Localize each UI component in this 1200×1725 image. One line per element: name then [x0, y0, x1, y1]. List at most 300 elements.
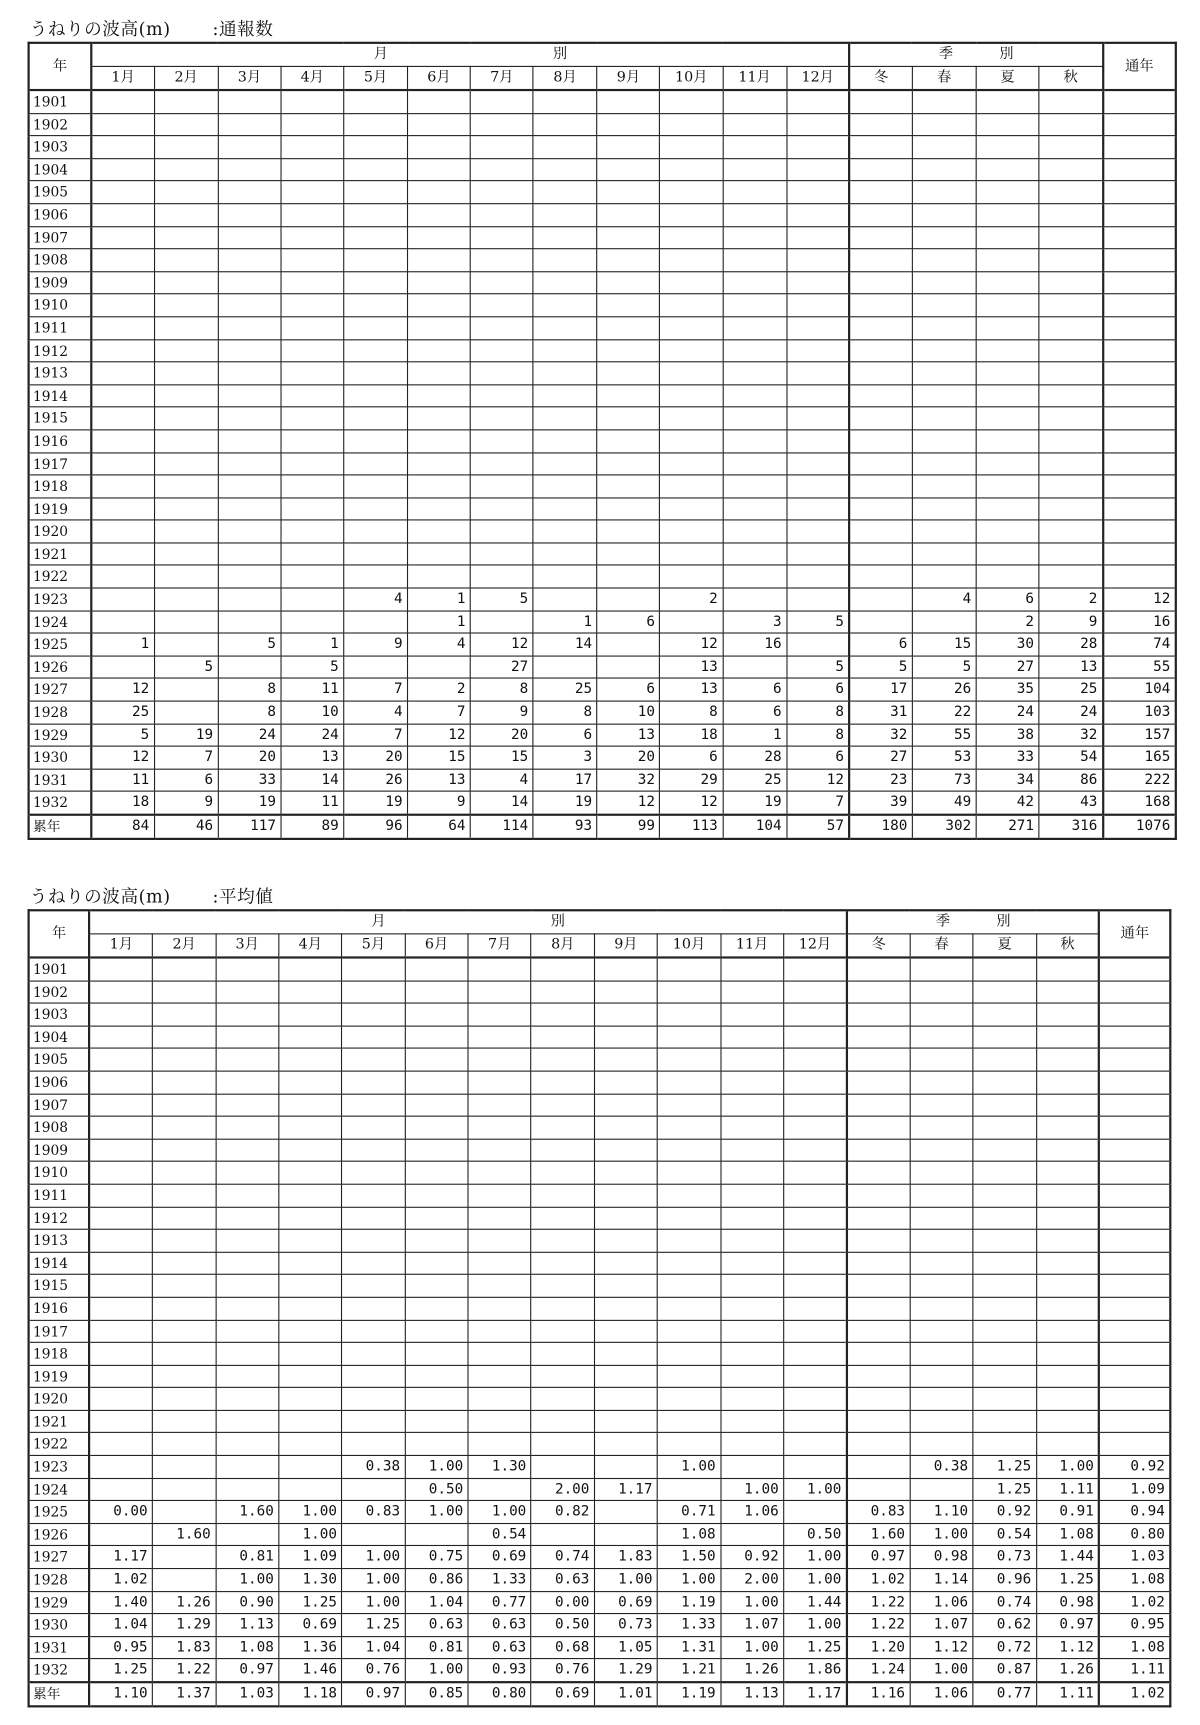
value-cell: 19	[533, 792, 597, 815]
value-cell	[1103, 407, 1176, 430]
value-cell	[533, 271, 597, 294]
value-cell: 1.02	[89, 1569, 152, 1592]
value-cell	[408, 362, 471, 385]
value-cell	[216, 1116, 279, 1139]
value-cell	[721, 1342, 784, 1365]
value-cell	[849, 565, 912, 588]
value-cell: 4	[408, 633, 471, 656]
value-cell	[153, 1229, 216, 1252]
value-cell	[787, 271, 850, 294]
value-cell: 4	[344, 701, 408, 724]
year-cell: 1923	[29, 1456, 90, 1479]
header-row-groups	[29, 43, 1176, 67]
value-cell	[533, 565, 597, 588]
value-cell	[218, 430, 281, 453]
value-cell: 1.00	[657, 1569, 720, 1592]
month-header-2: 2月	[154, 66, 218, 90]
value-cell	[910, 981, 973, 1004]
value-cell	[153, 1003, 216, 1026]
value-cell	[1039, 136, 1103, 159]
year-cell: 1922	[29, 565, 92, 588]
value-cell	[405, 981, 468, 1004]
value-cell	[1103, 249, 1176, 272]
value-cell: 12	[408, 724, 471, 747]
table-row	[29, 362, 1176, 385]
value-cell	[470, 498, 533, 521]
table-row	[29, 475, 1176, 498]
value-cell	[279, 1456, 342, 1479]
value-cell	[1039, 90, 1103, 113]
value-cell	[91, 181, 154, 204]
value-cell	[344, 204, 408, 227]
value-cell	[154, 588, 218, 611]
value-cell: 1.12	[910, 1636, 973, 1659]
value-cell	[89, 1071, 152, 1094]
table-row	[29, 565, 1176, 588]
year-cell: 1926	[29, 1523, 90, 1546]
value-cell	[597, 520, 660, 543]
year-cell: 1929	[29, 724, 92, 747]
value-cell: 2	[1039, 588, 1103, 611]
table-row	[29, 957, 1171, 980]
value-cell	[597, 565, 660, 588]
value-cell	[847, 957, 910, 980]
year-cell: 1917	[29, 452, 92, 475]
monthly-group-header	[89, 910, 846, 934]
value-cell	[408, 113, 471, 136]
value-cell	[216, 957, 279, 980]
value-cell	[660, 136, 723, 159]
total-value-cell: 104	[723, 815, 787, 839]
value-cell	[1103, 294, 1176, 317]
value-cell	[342, 981, 405, 1004]
value-cell	[976, 430, 1039, 453]
value-cell: 1.08	[1099, 1636, 1170, 1659]
value-cell	[721, 1252, 784, 1275]
year-cell: 1918	[29, 1342, 90, 1365]
value-cell	[787, 407, 850, 430]
table1-subtitle: :通報数	[212, 18, 274, 40]
value-cell	[1099, 1116, 1170, 1139]
value-cell	[657, 1139, 720, 1162]
value-cell: 30	[976, 633, 1039, 656]
value-cell	[468, 1139, 531, 1162]
value-cell	[531, 1523, 594, 1546]
year-cell: 1924	[29, 611, 92, 634]
value-cell	[1103, 136, 1176, 159]
value-cell	[721, 1162, 784, 1185]
year-cell: 1911	[29, 1184, 90, 1207]
value-cell	[723, 656, 787, 679]
value-cell	[89, 1048, 152, 1071]
value-cell	[784, 1003, 847, 1026]
value-cell	[281, 520, 344, 543]
value-cell	[976, 90, 1039, 113]
value-cell	[91, 588, 154, 611]
value-cell	[594, 1501, 657, 1524]
value-cell: 103	[1103, 701, 1176, 724]
value-cell	[723, 498, 787, 521]
value-cell: 39	[849, 792, 912, 815]
value-cell	[153, 1297, 216, 1320]
value-cell	[660, 249, 723, 272]
value-cell	[468, 1184, 531, 1207]
value-cell	[216, 1523, 279, 1546]
value-cell	[1036, 1048, 1099, 1071]
value-cell	[849, 543, 912, 566]
value-cell: 2	[976, 611, 1039, 634]
value-cell: 6	[787, 679, 850, 702]
value-cell	[910, 1071, 973, 1094]
value-cell	[342, 1342, 405, 1365]
value-cell: 9	[154, 792, 218, 815]
value-cell	[342, 957, 405, 980]
value-cell	[153, 1207, 216, 1230]
value-cell	[657, 1433, 720, 1456]
value-cell: 1.40	[89, 1591, 152, 1614]
value-cell	[468, 1229, 531, 1252]
value-cell	[218, 271, 281, 294]
value-cell: 34	[976, 769, 1039, 792]
value-cell: 1.17	[594, 1478, 657, 1501]
value-cell	[154, 136, 218, 159]
value-cell	[849, 407, 912, 430]
value-cell	[723, 181, 787, 204]
value-cell	[218, 656, 281, 679]
value-cell: 2.00	[531, 1478, 594, 1501]
value-cell	[721, 957, 784, 980]
value-cell	[1036, 1229, 1099, 1252]
value-cell	[973, 1207, 1036, 1230]
value-cell	[660, 520, 723, 543]
value-cell	[91, 656, 154, 679]
value-cell	[279, 957, 342, 980]
value-cell: 35	[976, 679, 1039, 702]
value-cell	[723, 136, 787, 159]
value-cell	[849, 294, 912, 317]
value-cell	[597, 226, 660, 249]
value-cell	[849, 317, 912, 340]
table-row	[29, 746, 1176, 769]
value-cell	[973, 1071, 1036, 1094]
value-cell	[405, 1523, 468, 1546]
table-row	[29, 204, 1176, 227]
value-cell	[279, 981, 342, 1004]
value-cell: 24	[1039, 701, 1103, 724]
value-cell	[1036, 1094, 1099, 1117]
value-cell	[281, 181, 344, 204]
value-cell	[342, 1207, 405, 1230]
table-row	[29, 1297, 1171, 1320]
value-cell	[342, 1048, 405, 1071]
value-cell	[657, 1275, 720, 1298]
value-cell	[470, 90, 533, 113]
value-cell: 14	[470, 792, 533, 815]
total-value-cell: 114	[470, 815, 533, 839]
value-cell	[154, 158, 218, 181]
value-cell: 1.00	[342, 1569, 405, 1592]
value-cell: 0.81	[216, 1546, 279, 1569]
table-row	[29, 1591, 1171, 1614]
total-value-cell: 1.19	[657, 1682, 720, 1706]
value-cell	[342, 1026, 405, 1049]
value-cell	[910, 1184, 973, 1207]
value-cell	[154, 452, 218, 475]
value-cell	[344, 520, 408, 543]
value-cell	[787, 498, 850, 521]
value-cell: 15	[912, 633, 976, 656]
value-cell	[531, 1456, 594, 1479]
value-cell	[216, 1162, 279, 1185]
year-cell: 1921	[29, 1410, 90, 1433]
value-cell: 165	[1103, 746, 1176, 769]
value-cell	[218, 90, 281, 113]
value-cell: 0.87	[973, 1659, 1036, 1682]
value-cell	[344, 158, 408, 181]
value-cell	[912, 611, 976, 634]
year-cell: 1905	[29, 181, 92, 204]
value-cell	[153, 1478, 216, 1501]
value-cell: 33	[976, 746, 1039, 769]
value-cell: 1.08	[1036, 1523, 1099, 1546]
value-cell	[91, 317, 154, 340]
value-cell	[912, 181, 976, 204]
value-cell	[976, 136, 1039, 159]
value-cell: 1.00	[216, 1569, 279, 1592]
value-cell	[721, 1116, 784, 1139]
value-cell: 1.44	[1036, 1546, 1099, 1569]
month-header-4: 4月	[279, 934, 342, 958]
value-cell	[594, 1229, 657, 1252]
value-cell	[976, 520, 1039, 543]
table-row	[29, 407, 1176, 430]
value-cell: 1.00	[657, 1456, 720, 1479]
value-cell	[533, 317, 597, 340]
value-cell	[154, 113, 218, 136]
value-cell: 6	[597, 679, 660, 702]
value-cell: 1.31	[657, 1636, 720, 1659]
value-cell	[660, 294, 723, 317]
value-cell	[847, 981, 910, 1004]
value-cell: 0.96	[973, 1569, 1036, 1592]
value-cell	[533, 158, 597, 181]
value-cell	[976, 249, 1039, 272]
value-cell	[660, 385, 723, 408]
value-cell	[279, 1297, 342, 1320]
value-cell	[784, 1071, 847, 1094]
value-cell	[597, 385, 660, 408]
value-cell: 1	[408, 588, 471, 611]
value-cell	[973, 1297, 1036, 1320]
table-row	[29, 498, 1176, 521]
value-cell	[657, 1071, 720, 1094]
value-cell	[723, 113, 787, 136]
value-cell: 24	[281, 724, 344, 747]
table-row	[29, 701, 1176, 724]
value-cell	[218, 475, 281, 498]
value-cell	[281, 226, 344, 249]
value-cell: 24	[218, 724, 281, 747]
value-cell	[91, 543, 154, 566]
total-row	[29, 1682, 1171, 1706]
value-cell	[533, 588, 597, 611]
value-cell	[279, 1320, 342, 1343]
value-cell	[912, 543, 976, 566]
value-cell	[976, 362, 1039, 385]
season-header-2: 春	[912, 66, 976, 90]
value-cell	[912, 362, 976, 385]
value-cell	[723, 565, 787, 588]
value-cell: 13	[408, 769, 471, 792]
value-cell: 13	[597, 724, 660, 747]
value-cell	[594, 1342, 657, 1365]
header-row-columns	[29, 66, 1176, 90]
value-cell	[470, 271, 533, 294]
value-cell	[218, 565, 281, 588]
value-cell	[597, 271, 660, 294]
value-cell	[910, 1342, 973, 1365]
value-cell	[342, 1297, 405, 1320]
table-row	[29, 679, 1176, 702]
value-cell	[405, 1094, 468, 1117]
value-cell	[1039, 339, 1103, 362]
value-cell: 18	[91, 792, 154, 815]
value-cell	[470, 475, 533, 498]
value-cell	[912, 385, 976, 408]
value-cell: 55	[1103, 656, 1176, 679]
value-cell	[660, 452, 723, 475]
value-cell	[470, 181, 533, 204]
value-cell	[405, 1365, 468, 1388]
value-cell	[1103, 498, 1176, 521]
value-cell	[657, 981, 720, 1004]
value-cell: 20	[470, 724, 533, 747]
value-cell	[657, 1342, 720, 1365]
value-cell	[531, 1297, 594, 1320]
value-cell	[342, 1320, 405, 1343]
value-cell	[408, 520, 471, 543]
table-row	[29, 611, 1176, 634]
value-cell: 20	[344, 746, 408, 769]
value-cell	[912, 249, 976, 272]
value-cell	[973, 1139, 1036, 1162]
value-cell: 5	[912, 656, 976, 679]
value-cell	[531, 1410, 594, 1433]
value-cell	[721, 1456, 784, 1479]
value-cell	[657, 1252, 720, 1275]
value-cell	[405, 1320, 468, 1343]
seasonal-group-label-2: 別	[999, 46, 1014, 63]
value-cell	[216, 1320, 279, 1343]
value-cell	[1036, 1320, 1099, 1343]
value-cell	[1036, 1116, 1099, 1139]
value-cell	[723, 475, 787, 498]
value-cell	[531, 1342, 594, 1365]
value-cell	[657, 1184, 720, 1207]
value-cell	[597, 588, 660, 611]
value-cell	[218, 407, 281, 430]
value-cell	[89, 1320, 152, 1343]
value-cell: 12	[91, 679, 154, 702]
value-cell	[912, 430, 976, 453]
value-cell	[1099, 1139, 1170, 1162]
value-cell	[91, 113, 154, 136]
value-cell	[470, 543, 533, 566]
value-cell	[279, 1388, 342, 1411]
value-cell	[973, 1003, 1036, 1026]
value-cell	[784, 1433, 847, 1456]
value-cell	[1099, 1433, 1170, 1456]
value-cell	[533, 385, 597, 408]
value-cell: 10	[597, 701, 660, 724]
value-cell	[1103, 430, 1176, 453]
value-cell	[89, 1456, 152, 1479]
value-cell	[279, 1342, 342, 1365]
value-cell: 13	[660, 656, 723, 679]
value-cell	[89, 1116, 152, 1139]
value-cell	[721, 1410, 784, 1433]
value-cell	[468, 1320, 531, 1343]
value-cell	[279, 1184, 342, 1207]
value-cell: 1.00	[721, 1636, 784, 1659]
value-cell: 1.11	[1099, 1659, 1170, 1682]
value-cell	[849, 520, 912, 543]
value-cell: 1.25	[342, 1614, 405, 1637]
value-cell	[533, 204, 597, 227]
value-cell	[154, 475, 218, 498]
season-header-1: 冬	[849, 66, 912, 90]
value-cell	[787, 204, 850, 227]
value-cell: 0.72	[973, 1636, 1036, 1659]
value-cell	[976, 317, 1039, 340]
value-cell: 1.25	[973, 1478, 1036, 1501]
total-value-cell: 1.11	[1036, 1682, 1099, 1706]
value-cell	[468, 1116, 531, 1139]
value-cell	[342, 1523, 405, 1546]
value-cell: 19	[344, 792, 408, 815]
year-cell: 1911	[29, 317, 92, 340]
value-cell	[976, 181, 1039, 204]
value-cell	[405, 1184, 468, 1207]
value-cell: 0.76	[531, 1659, 594, 1682]
month-header-9: 9月	[594, 934, 657, 958]
value-cell: 0.62	[973, 1614, 1036, 1637]
table-row	[29, 1207, 1171, 1230]
value-cell	[910, 957, 973, 980]
value-cell: 24	[976, 701, 1039, 724]
value-cell	[91, 204, 154, 227]
value-cell	[216, 1071, 279, 1094]
total-value-cell: 46	[154, 815, 218, 839]
value-cell	[468, 1094, 531, 1117]
value-cell	[723, 158, 787, 181]
value-cell	[216, 1139, 279, 1162]
total-value-cell: 1.13	[721, 1682, 784, 1706]
month-header-7: 7月	[468, 934, 531, 958]
value-cell: 1.00	[1036, 1456, 1099, 1479]
value-cell	[660, 90, 723, 113]
value-cell	[154, 271, 218, 294]
value-cell: 1	[91, 633, 154, 656]
year-cell: 1926	[29, 656, 92, 679]
value-cell: 0.38	[342, 1456, 405, 1479]
value-cell	[787, 226, 850, 249]
value-cell	[597, 136, 660, 159]
table-row	[29, 769, 1176, 792]
value-cell: 0.83	[342, 1501, 405, 1524]
value-cell: 5	[218, 633, 281, 656]
month-header-10: 10月	[657, 934, 720, 958]
